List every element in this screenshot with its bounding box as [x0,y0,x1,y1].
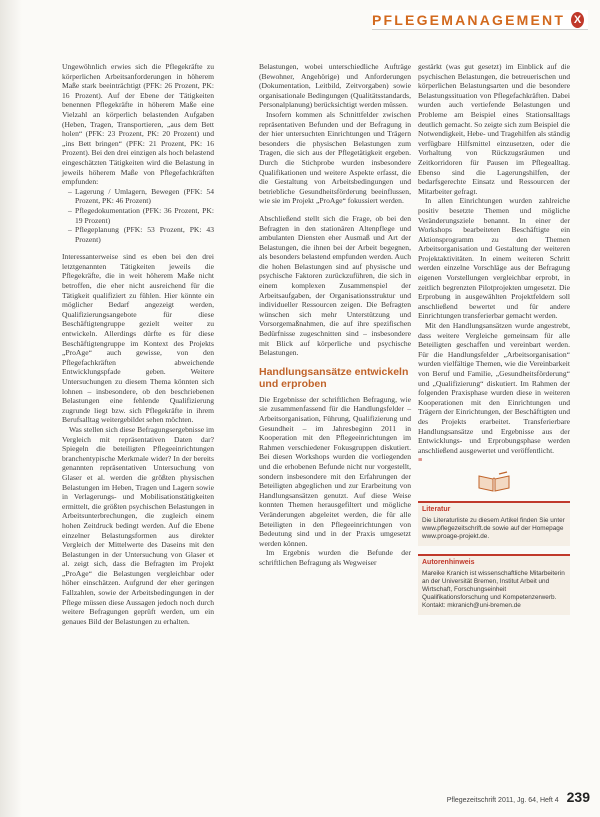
list-item: – Lagerung / Umlagern, Bewegen (PFK: 54 Prozent, PK: 46 Prozent) [68,187,214,206]
literature-box-title: Literatur [422,505,451,513]
page-gutter-shadow [0,0,22,817]
text-column-1 [62,62,214,626]
text-column-3 [418,62,570,615]
paragraph: Ungewöhnlich erwies sich die Pflegekräfte zu körperlichen Arbeitsanforderungen in höherem Maße stark beeinträchtigt (PFK: 26 Prozent, PK: 16 Prozent). Auf der Ebene der Tätigkeiten benennen Pflegekräfte in höherem Maße eine Vielzahl an körperlich belastenden Aufgaben (Heben, Tragen, Transportieren, „aus dem Bett holen“ (PFK: 23 Prozent, PK: 20 Prozent) und „ins Bett bringen“ (PFK: 21 Prozent, PK: 16 Prozent). Bei den drei einzigen als hoch belastend eingeschätzten Tätigkeiten wird die Belastung in jeweils höherem Maße von Pflegefachkräften empfunden: [62,62,214,187]
section-header [372,10,588,30]
paragraph: Belastungen, wobei unterschiedliche Aufträge (Bewohner, Angehörige) und Anforderungen (Dokumentation, Leitbild, Zeitvorgaben) sowie organisationale Bedingungen (Qualitätsstandards, Personalplanung) berücksichtigt werden müssen. [259,62,411,110]
list-item: – Pflegeplanung (PFK: 53 Prozent, PK: 43 Prozent) [68,225,214,244]
author-box-title: Autorenhinweis [422,558,475,566]
author-box [418,554,570,615]
bullet-list [68,187,214,245]
paragraph: Abschließend stellt sich die Frage, ob bei den Befragten in den stationären Altenpflege und ambulanten Diensten eher Ausmaß und Art der Belastungen, die ihnen bei der Arbeit begegnen, als besonders belastend empfunden werden. Auch die hohen Belastungen sind auf physische und psychische Faktoren zurückzuführen, die sich in einem komplexen Zusammenspiel der Arbeitsaufgaben, der Organisationsstruktur und individueller Ressourcen zeigen. Die Befragten wünschen sich mehr Unterstützung und Vorsorgemaßnahmen, die auf ihre spezifischen Bedürfnisse zugeschnitten sind – insbesondere mit Blick auf körperliche und psychische Belastungen. [259,213,411,358]
paragraph: gestärkt (was gut gesetzt) im Einblick auf die psychischen Belastungen, die betreuerischen und körperlichen Belastungsarten und die besondere Belastungssituation von Pflegefachkräften. Dabei wurden auch vertiefende Belastungen und Probleme am Beispiel eines Stationsalltags deutlich gemacht. So zeigte sich zum Beispiel die Notwendigkeit, Hebe- und Tragehilfen als ständig verfügbare Hilfsmittel einzusetzen, oder die Vorhaltung von Rückzugsräumen und Zeitkorridoren für Pausen im Pflegealltag. Ebenso sind die Lagerungshilfen, der bedarfsgerechte Einsatz und Ressourcen der Mitarbeiter gefragt. [418,62,570,196]
paragraph: Die Ergebnisse der schriftlichen Befragung, wie sie zusammenfassend für die Handlungsfelder – Arbeitsorganisation, Führung, Qualifizierung und Gesundheit – im Jahresbeginn 2011 in Kooperation mit den Pflegeeinrichtungen im Rahmen verschiedener Fokusgruppen diskutiert. Bei diesen Workshops wurden die vorliegenden und die erhobenen Befunde nicht nur vorgestellt, sondern insbesondere mit den Erfahrungen der Beteiligten abgeglichen und zur Erarbeitung von Handlungsansätzen genutzt. Auf diese Weise konnten Themen herausgefiltert und mögliche Veränderungen abgeleitet werden, die für alle Beteiligten in den Pflegeeinrichtungen von Bedeutung sind und in der Praxis umgesetzt werden können. [259,394,411,548]
literature-box-text: Die Literaturliste zu diesem Artikel finden Sie unter www.pflegezeitschrift.de sowie auf der Homepage www.proage-projekt.de. [422,516,565,540]
paragraph: Insofern kommen als Schnittfelder zwischen repräsentativen Befunden und der Befragung in der hier untersuchten Einrichtungen und Trägern besonders die physischen Belastungen zum Tragen, die sich aus der Pflegetätigkeit ergeben. Durch die Stichprobe wurden insbesondere Qualifikationen und weitere Aspekte erfasst, die die Gestaltung von Arbeitsbedingungen und betriebliche Gesundheitsförderung beeinflussen, wie sie im Projekt „ProAge“ fokussiert werden. [259,109,411,206]
literature-box [418,501,570,546]
journal-citation: Pflegezeitschrift 2011, Jg. 64, Heft 4 [446,797,559,804]
author-box-text: Mareike Kranich ist wissenschaftliche Mitarbeiterin an der Universität Bremen, Institut Arbeit und Wirtschaft, Forschungseinheit Qualifikationsforschung und Kompetenzerwerb. Kontakt: mkranich@uni-bremen.de [422,569,565,609]
paragraph: Im Ergebnis wurden die Befunde der schriftlichen Befragung als Wegweiser [259,548,411,567]
section-title: PFLEGEMANAGEMENT [372,11,566,28]
paragraph: Was stellen sich diese Befragungsergebnisse im Vergleich mit repräsentativen Daten dar? Spiegeln die beteiligten Pflegeeinrichtungen branchentypische Merkmale wider? In der bereits genannten repräsentativen Untersuchung von Glaser et al. werden die größten physischen Belastungen im Heben, Tragen und Lagern sowie in Verlagerungs- und Mobilisationstätigkeiten ermittelt, die größten psychischen Belastungen in Arbeitsunterbrechungen, die zugleich einem hohen Zeitdruck bedingt werden. Auf die Ebene einzelner Belastungsformen aus direkter Vergleich der Mittelwerte des Daseins mit den Belastungen in der Untersuchung von Glaser et al. zeigt sich, dass die Befragten im Projekt „ProAge“ die Belastungen vergleichbar oder höher einschätzen. Aufgrund der eher geringen Fallzahlen, sowie der Arbeitsbedingungen in der Pflege müssen diese Aussagen jedoch noch durch weitere Befragungen geprüft werden, um ein genaues Bild der Belastungen zu erhalten. [62,424,214,626]
paragraph: Mit den Handlungsansätzen wurde angestrebt, dass weitere Vergleiche gemeinsam für alle Beteiligten geschaffen und vereinbart werden. Für die Handlungsfelder „Arbeitsorganisation“ wurden vielfältige Themen, wie die Vereinbarkeit von Beruf und Familie, „Gesundheitsförderung“ und „Qualifizierung“ diskutiert. Im Rahmen der folgenden Praxisphase wurden diese in weiteren Kooperationen mit den Einrichtungen und Trägern der Einrichtungen, der Beschäftigten und des Projekts erarbeitet. Transferierbare Handlungsansätze und Ergebnisse aus der Entwicklungs- und Erprobungsphase werden anschließend ausgewertet und veröffentlicht. [418,321,570,455]
section-logo-icon: X [571,12,584,28]
paragraph: In allen Einrichtungen wurden zahlreiche positiv besetzte Themen und mögliche Veränderungsziele benannt. In einer der Workshops bearbeiteten Beschäftigte ein Aktionsprogramm zu den Themen Arbeitsorganisation und Gestaltung der weiteren Projektaktivitäten. In einem weiteren Schritt werden einzelne Vorschläge aus der Befragung eigenen Vorstellungen vergleichbar erprobt, in zeitlich begrenzten Pilotprojekten umgesetzt. Die Erprobung in ausgewählten Projektfeldern soll anschließend bewertet und für andere Einrichtungen transferierbar gemacht werden. [418,196,570,321]
article-end-mark: ≡ [418,455,423,465]
text-column-2 [259,62,411,568]
book-icon [418,471,570,493]
list-item: – Pflegedokumentation (PFK: 36 Prozent, PK: 19 Prozent) [68,206,214,225]
page-footer [395,789,590,805]
paragraph: Interessanterweise sind es eben bei den drei letztgenannten Tätigkeiten jeweils die Pflegekräfte, die in weit höherem Maße nicht betroffen, die eher nicht ausreichend für die Tätigkeit qualifiziert zu fühlen. Hier könnte ein möglicher Bedarf angezeigt werden, Qualifizierungsangebote für diese Beschäftigtengruppe gezielt weiter zu entwickeln. Allerdings dürfte es für diese Beschäftigtengruppe im Kontext des Projekts „ProAge“ auch gewisse, von den Pflegefachkräften abweichende Entwicklungspfade geben. Weitere Untersuchungen zu diesem Thema könnten sich lohnen – insbesondere, ob den beschriebenen Belastungen eine fehlende Qualifizierung zugrunde liegt bzw. sich Pflegekräfte in ihrem Berufsalltag weitergebildet sehen möchten. [62,252,214,425]
section-subheading: Handlungsansätze entwickeln und erproben [259,365,409,391]
page-number: 239 [566,789,590,805]
